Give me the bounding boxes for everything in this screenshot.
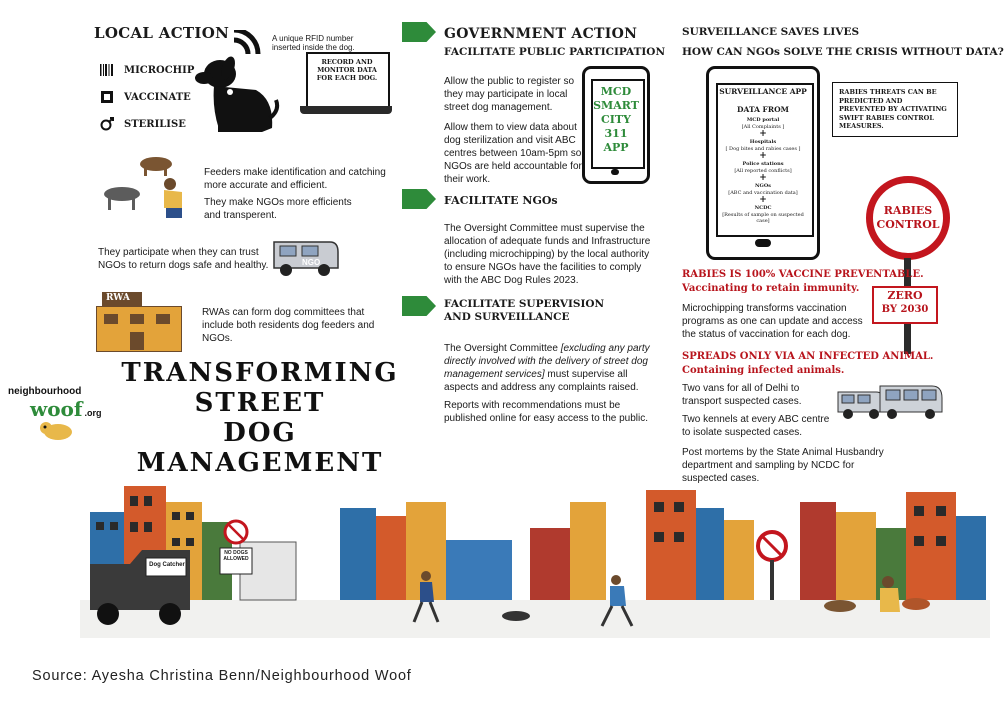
data-sources-list <box>717 117 809 225</box>
phone-line-2: SMART <box>593 99 639 112</box>
microchip-label: MICROCHIP <box>124 64 195 76</box>
sterilise-label: STERILISE <box>124 118 186 130</box>
two-vans-illustration <box>836 380 946 422</box>
rfid-note: A unique RFID number inserted inside the dog. <box>272 34 355 52</box>
kennels-text: Two kennels at every ABC centre to isolate suspected cases. <box>682 414 830 438</box>
surveillance-app-phone <box>706 66 820 260</box>
phone-line-3: CITY <box>601 113 631 126</box>
oversight-supervise-text <box>444 342 654 394</box>
rabies-sign-line-2: CONTROL <box>876 218 940 231</box>
public-register-text: Allow the public to register so they may participate in local street dog management. <box>444 76 575 113</box>
feeders-text-1: Feeders make identification and catching more accurate and efficient. <box>204 167 386 191</box>
source-4-detail: [ABC and vaccination data] <box>728 189 798 196</box>
street-scene-illustration <box>80 472 990 638</box>
post-mortem-text: Post mortems by the State Animal Husbandry department and sampling by NCDC for suspected cases. <box>682 447 884 484</box>
dog-rfid-illustration <box>190 30 280 138</box>
logo-top-text: neighbourhood <box>8 386 82 397</box>
syringe-icon <box>100 90 114 104</box>
source-credit: Source: Ayesha Christina Benn/Neighbourhood Woof <box>32 668 412 684</box>
arrow-flag-government <box>402 22 436 42</box>
source-1-detail: [All Complaints ] <box>741 123 785 130</box>
source-5-name: NCDC <box>754 205 772 211</box>
rabies-preventable-heading: RABIES IS 100% VACCINE PREVENTABLE. <box>682 269 924 280</box>
rabies-sign-line-1: RABIES <box>883 204 933 217</box>
phone-line-5: APP <box>603 141 629 154</box>
barcode-icon <box>100 64 114 76</box>
feeder-with-dogs-illustration <box>98 150 194 222</box>
facilitate-public-heading: FACILITATE PUBLIC PARTICIPATION <box>444 46 666 58</box>
arrow-flag-supervision <box>402 296 436 316</box>
microchip-row <box>100 64 194 76</box>
title-line-3: DOG MANAGEMENT <box>136 418 384 478</box>
rabies-control-sign <box>866 176 950 260</box>
oversight-text-c: must supervise all aspects and address any complaints raised. <box>444 369 639 393</box>
logo-woof-text: woof <box>30 397 83 421</box>
zero-line-1: ZERO <box>887 289 923 302</box>
surveillance-app-title: SURVEILLANCE APP <box>719 87 807 96</box>
microchip-vaccination-text: Microchipping transforms vaccination programs as one can update and access the status of vaccination for each dog. <box>682 303 863 340</box>
local-action-title: LOCAL ACTION <box>94 24 230 42</box>
neighbourhood-woof-logo <box>8 386 120 442</box>
plus-1: + <box>759 129 767 139</box>
source-2-name: Hospitals <box>749 139 777 145</box>
vaccinate-row <box>100 90 191 104</box>
no-dogs-sign-text: NO DOGS ALLOWED <box>223 550 249 562</box>
source-5-detail: [Results of sample on suspected case] <box>722 211 804 224</box>
source-4-name: NGOs <box>754 183 771 189</box>
source-2-detail: [ Dog bites and rabies cases ] <box>725 145 801 152</box>
data-from-label: DATA FROM <box>737 105 789 114</box>
main-title <box>100 358 420 478</box>
zero-line-2: BY 2030 <box>881 304 929 315</box>
rwa-text: RWAs can form dog committees that include both residents dog feeders and NGOs. <box>202 307 375 344</box>
surveillance-question: HOW CAN NGOs SOLVE THE CRISIS WITHOUT DATA? <box>682 46 1004 58</box>
government-title: GOVERNMENT ACTION <box>444 26 638 42</box>
source-1-name: MCD portal <box>746 117 780 123</box>
source-3-name: Police stations <box>742 161 784 167</box>
logo-dog-icon <box>38 418 78 442</box>
phone-line-4: 311 <box>604 127 628 140</box>
facilitate-ngos-heading: FACILITATE NGOs <box>444 194 558 207</box>
title-line-1: TRANSFORMING <box>121 358 399 388</box>
plus-3: + <box>759 173 767 183</box>
plus-2: + <box>759 151 767 161</box>
dog-catcher-truck-label: Dog Catcher <box>149 562 185 568</box>
plus-4: + <box>759 195 767 205</box>
oversight-text-b: [excluding any party directly involved with the delivery of street dog management services] <box>444 343 650 380</box>
rwa-building <box>96 292 180 350</box>
laptop-text: RECORD AND MONITOR DATA FOR EACH DOG. <box>316 58 378 82</box>
sterilise-row <box>100 117 186 131</box>
male-symbol-icon <box>100 117 114 131</box>
trust-text: They participate when they can trust NGOs to return dogs safe and healthy. <box>98 247 269 271</box>
ngo-van-label: NGO <box>302 258 321 267</box>
source-3-detail: [All reported conflicts] <box>734 167 792 174</box>
facilitate-supervision-heading: FACILITATE SUPERVISION AND SURVEILLANCE <box>444 298 605 323</box>
logo-suffix: .org <box>84 408 102 418</box>
mcd-smart-city-phone <box>582 66 650 184</box>
zero-by-2030-sign <box>872 286 938 324</box>
reports-text: Reports with recommendations must be published online for easy access to the public. <box>444 400 649 424</box>
vaccinate-label: VACCINATE <box>124 91 191 103</box>
arrow-flag-ngos <box>402 189 436 209</box>
phone-line-1: MCD <box>600 85 632 98</box>
rabies-threat-bubble: RABIES THREATS CAN BE PREDICTED AND PREVENTED BY ACTIVATING SWIFT RABIES CONTROL MEASURES. <box>832 82 958 137</box>
ngo-van-illustration <box>270 228 342 280</box>
vans-text: Two vans for all of Delhi to transport suspected cases. <box>682 383 802 407</box>
title-line-2: STREET <box>194 388 326 418</box>
surveillance-title: SURVEILLANCE SAVES LIVES <box>682 26 860 38</box>
spreads-heading: SPREADS ONLY VIA AN INFECTED ANIMAL. <box>682 351 934 362</box>
oversight-funds-text: The Oversight Committee must supervise the allocation of adequate funds and Infrastructure (including microchipping) by the local authority to ensure NGOs have the facilities to comply with the ABC Dog Rules 2023. <box>444 223 651 286</box>
oversight-text-a: The Oversight Committee <box>444 343 561 354</box>
public-view-data-text: Allow them to view data about dog sterilization and visit ABC centres between 10am-5pm so NGOs are held accountable for their work. <box>444 122 582 185</box>
rabies-vaccinating-sub: Vaccinating to retain immunity. <box>682 283 860 294</box>
laptop-illustration <box>300 52 392 128</box>
containing-sub: Containing infected animals. <box>682 365 845 376</box>
feeders-text-2: They make NGOs more efficients and transperent. <box>204 197 352 221</box>
rwa-label: RWA <box>106 293 130 303</box>
